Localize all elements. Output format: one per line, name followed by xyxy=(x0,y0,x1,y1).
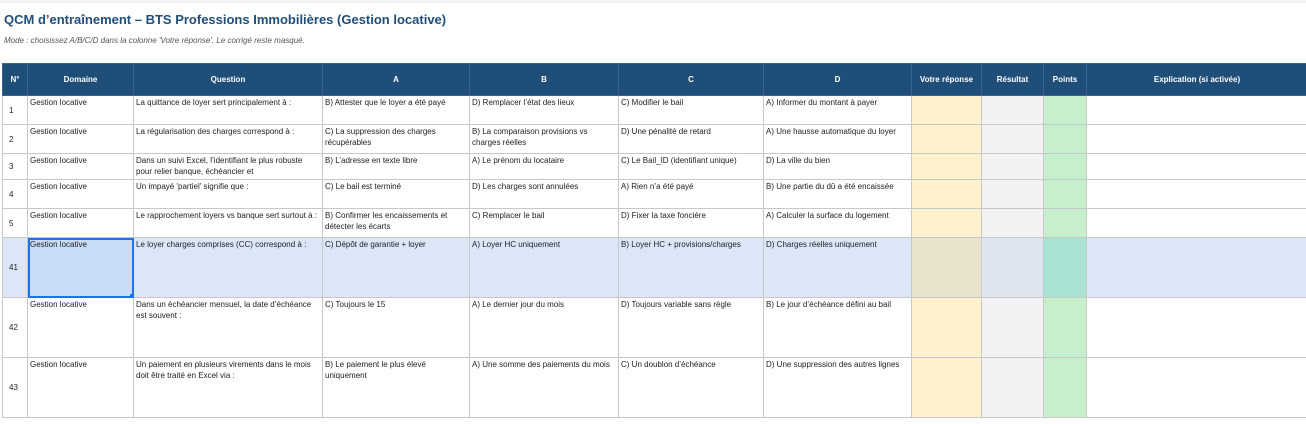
cell-option-d[interactable]: A) Calculer la surface du logement xyxy=(764,209,912,238)
cell-points[interactable] xyxy=(1044,298,1087,358)
cell-domain[interactable]: Gestion locative xyxy=(28,209,134,238)
header-domain[interactable]: Domaine xyxy=(28,64,134,96)
cell-points[interactable] xyxy=(1044,154,1087,180)
cell-option-c[interactable]: D) Une pénalité de retard xyxy=(619,125,764,154)
cell-option-b[interactable]: B) La comparaison provisions vs charges réelles xyxy=(470,125,619,154)
cell-points[interactable] xyxy=(1044,209,1087,238)
cell-option-a[interactable]: C) Le bail est terminé xyxy=(323,180,470,209)
cell-option-d[interactable]: B) Le jour d’échéance défini au bail xyxy=(764,298,912,358)
cell-num[interactable]: 5 xyxy=(3,209,28,238)
cell-domain[interactable]: Gestion locative xyxy=(28,298,134,358)
cell-explanation[interactable] xyxy=(1087,154,1306,180)
cell-points[interactable] xyxy=(1044,238,1087,298)
qcm-table xyxy=(2,63,1306,418)
table-row xyxy=(3,358,1306,418)
table-row-selected xyxy=(3,238,1306,298)
cell-answer[interactable] xyxy=(912,154,982,180)
cell-result[interactable] xyxy=(982,358,1044,418)
cell-domain[interactable]: Gestion locative xyxy=(28,96,134,125)
header-a[interactable]: A xyxy=(323,64,470,96)
cell-answer[interactable] xyxy=(912,209,982,238)
cell-result[interactable] xyxy=(982,238,1044,298)
cell-domain-active[interactable] xyxy=(28,238,134,298)
cell-option-b[interactable]: A) Une somme des paiements du mois xyxy=(470,358,619,418)
table-row xyxy=(3,180,1306,209)
header-d[interactable]: D xyxy=(764,64,912,96)
cell-option-b[interactable]: A) Le dernier jour du mois xyxy=(470,298,619,358)
cell-num[interactable]: 2 xyxy=(3,125,28,154)
toolbar-edge xyxy=(0,0,1306,3)
cell-answer[interactable] xyxy=(912,298,982,358)
cell-domain[interactable]: Gestion locative xyxy=(28,125,134,154)
cell-num[interactable]: 42 xyxy=(3,298,28,358)
cell-num[interactable]: 1 xyxy=(3,96,28,125)
cell-result[interactable] xyxy=(982,125,1044,154)
cell-result[interactable] xyxy=(982,298,1044,358)
sheet-subtitle[interactable]: Mode : choisissez A/B/C/D dans la colonne 'Votre réponse'. Le corrigé reste masqué. xyxy=(4,36,305,45)
header-question[interactable]: Question xyxy=(134,64,323,96)
cell-points[interactable] xyxy=(1044,96,1087,125)
cell-result[interactable] xyxy=(982,154,1044,180)
sheet-title[interactable]: QCM d’entraînement – BTS Professions Immobilières (Gestion locative) xyxy=(4,12,447,27)
cell-points[interactable] xyxy=(1044,358,1087,418)
cell-domain[interactable]: Gestion locative xyxy=(28,180,134,209)
cell-option-b[interactable]: C) Remplacer le bail xyxy=(470,209,619,238)
cell-answer[interactable] xyxy=(912,358,982,418)
cell-option-c[interactable]: C) Un doublon d’échéance xyxy=(619,358,764,418)
cell-question[interactable]: Un paiement en plusieurs virements dans le mois doit être traité en Excel via : xyxy=(134,358,323,418)
table-row xyxy=(3,298,1306,358)
cell-option-a[interactable]: B) Attester que le loyer a été payé xyxy=(323,96,470,125)
cell-option-a[interactable]: B) Confirmer les encaissements et détecter les écarts xyxy=(323,209,470,238)
cell-option-c[interactable]: D) Fixer la taxe foncière xyxy=(619,209,764,238)
cell-domain[interactable]: Gestion locative xyxy=(28,358,134,418)
cell-explanation[interactable] xyxy=(1087,238,1306,298)
cell-option-d[interactable]: D) Charges réelles uniquement xyxy=(764,238,912,298)
cell-option-c[interactable]: C) Le Bail_ID (identifiant unique) xyxy=(619,154,764,180)
cell-num[interactable]: 3 xyxy=(3,154,28,180)
cell-num[interactable]: 4 xyxy=(3,180,28,209)
header-b[interactable]: B xyxy=(470,64,619,96)
cell-option-c[interactable]: D) Toujours variable sans règle xyxy=(619,298,764,358)
table-row xyxy=(3,209,1306,238)
cell-option-b[interactable]: A) Le prénom du locataire xyxy=(470,154,619,180)
cell-question[interactable]: Le loyer charges comprises (CC) correspond à : xyxy=(134,238,323,298)
header-answer[interactable]: Votre réponse xyxy=(912,64,982,96)
cell-points[interactable] xyxy=(1044,125,1087,154)
cell-points[interactable] xyxy=(1044,180,1087,209)
header-num[interactable]: N° xyxy=(3,64,28,96)
cell-domain[interactable]: Gestion locative xyxy=(28,154,134,180)
cell-explanation[interactable] xyxy=(1087,125,1306,154)
header-c[interactable]: C xyxy=(619,64,764,96)
table-row xyxy=(3,96,1306,125)
table-row xyxy=(3,154,1306,180)
cell-explanation[interactable] xyxy=(1087,298,1306,358)
cell-domain-text: Gestion locative xyxy=(30,240,87,249)
cell-explanation[interactable] xyxy=(1087,96,1306,125)
cell-option-d[interactable]: B) Une partie du dû a été encaissée xyxy=(764,180,912,209)
cell-answer[interactable] xyxy=(912,180,982,209)
cell-question[interactable]: Dans un échéancier mensuel, la date d’échéance est souvent : xyxy=(134,298,323,358)
cell-option-a[interactable]: C) Toujours le 15 xyxy=(323,298,470,358)
cell-explanation[interactable] xyxy=(1087,358,1306,418)
cell-option-c[interactable]: A) Rien n’a été payé xyxy=(619,180,764,209)
cell-explanation[interactable] xyxy=(1087,180,1306,209)
cell-option-a[interactable]: C) La suppression des charges récupérables xyxy=(323,125,470,154)
header-result[interactable]: Résultat xyxy=(982,64,1044,96)
cell-result[interactable] xyxy=(982,209,1044,238)
cell-question[interactable]: La régularisation des charges correspond à : xyxy=(134,125,323,154)
cell-option-d[interactable]: A) Informer du montant à payer xyxy=(764,96,912,125)
cell-option-c[interactable]: C) Modifier le bail xyxy=(619,96,764,125)
cell-answer[interactable] xyxy=(912,96,982,125)
cell-option-b[interactable]: D) Remplacer l’état des lieux xyxy=(470,96,619,125)
cell-result[interactable] xyxy=(982,96,1044,125)
cell-question[interactable]: Dans un suivi Excel, l’identifiant le plus robuste pour relier banque, échéancier et xyxy=(134,154,323,180)
header-explanation[interactable]: Explication (si activée) xyxy=(1087,64,1306,96)
cell-option-a[interactable]: C) Dépôt de garantie + loyer xyxy=(323,238,470,298)
cell-answer[interactable] xyxy=(912,125,982,154)
cell-num[interactable]: 43 xyxy=(3,358,28,418)
cell-explanation[interactable] xyxy=(1087,209,1306,238)
cell-num[interactable]: 41 xyxy=(3,238,28,298)
cell-question[interactable]: La quittance de loyer sert principalement à : xyxy=(134,96,323,125)
cell-option-d[interactable]: D) Une suppression des autres lignes xyxy=(764,358,912,418)
header-row xyxy=(3,64,1306,96)
cell-question[interactable]: Un impayé 'partiel' signifie que : xyxy=(134,180,323,209)
cell-answer[interactable] xyxy=(912,238,982,298)
cell-option-d[interactable]: D) La ville du bien xyxy=(764,154,912,180)
cell-option-b[interactable]: A) Loyer HC uniquement xyxy=(470,238,619,298)
cell-option-d[interactable]: A) Une hausse automatique du loyer xyxy=(764,125,912,154)
header-points[interactable]: Points xyxy=(1044,64,1087,96)
cell-option-a[interactable]: B) L’adresse en texte libre xyxy=(323,154,470,180)
cell-question[interactable]: Le rapprochement loyers vs banque sert surtout à : xyxy=(134,209,323,238)
table-row xyxy=(3,125,1306,154)
cell-option-b[interactable]: D) Les charges sont annulées xyxy=(470,180,619,209)
cell-option-c[interactable]: B) Loyer HC + provisions/charges xyxy=(619,238,764,298)
fill-handle[interactable] xyxy=(130,294,134,298)
cell-result[interactable] xyxy=(982,180,1044,209)
cell-option-a[interactable]: B) Le paiement le plus élevé uniquement xyxy=(323,358,470,418)
